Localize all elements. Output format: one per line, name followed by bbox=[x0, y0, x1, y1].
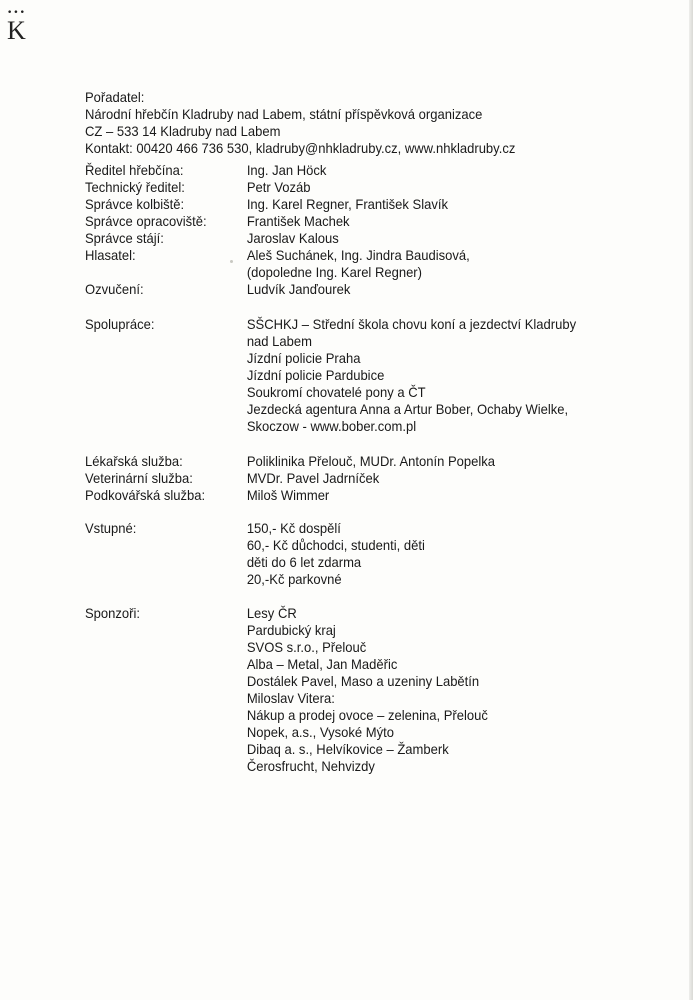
sponsor-item: Čerosfrucht, Nehvizdy bbox=[246, 758, 375, 774]
service-label: Lékařská služba: bbox=[85, 453, 183, 469]
logo-letter: K bbox=[7, 16, 26, 45]
cooperation-line: Skoczow - www.bober.com.pl bbox=[246, 418, 417, 434]
cooperation-line: Soukromí chovatelé pony a ČT bbox=[246, 384, 426, 400]
admission-label: Vstupné: bbox=[85, 520, 137, 536]
service-value: Miloš Wimmer bbox=[246, 487, 330, 503]
sponsor-item: Alba – Metal, Jan Maděřic bbox=[246, 656, 398, 672]
staff-row-warmup-manager bbox=[85, 213, 606, 230]
staff-value: Ing. Karel Regner, František Slavík bbox=[246, 196, 449, 212]
sponsor-item: Pardubický kraj bbox=[246, 622, 336, 638]
service-label: Veterinární služba: bbox=[85, 470, 193, 486]
staff-row-technical-director bbox=[85, 179, 606, 196]
cooperation-line: SŠCHKJ – Střední škola chovu koní a jezdectví Kladruby bbox=[246, 316, 577, 332]
staff-row-director bbox=[85, 162, 606, 179]
services-section bbox=[85, 453, 606, 504]
staff-label: Ozvučení: bbox=[85, 281, 144, 297]
organizer-heading: Pořadatel: bbox=[85, 89, 145, 105]
sponsor-item: Nopek, a.s., Vysoké Mýto bbox=[246, 724, 394, 740]
staff-row-arena-manager bbox=[85, 196, 606, 213]
cooperation-line: Jízdní policie Pardubice bbox=[246, 367, 385, 383]
organizer-line: Kontakt: 00420 466 736 530, kladruby@nhkladruby.cz, www.nhkladruby.cz bbox=[85, 140, 516, 156]
cooperation-section bbox=[85, 316, 606, 435]
admission-section bbox=[85, 520, 606, 588]
sponsors-section bbox=[85, 605, 606, 775]
scan-edge bbox=[689, 0, 693, 1000]
service-row-medical bbox=[85, 453, 606, 470]
cooperation-row bbox=[85, 316, 606, 435]
organizer-line: Národní hřebčín Kladruby nad Labem, státní příspěvková organizace bbox=[85, 106, 483, 122]
organizer-section bbox=[85, 89, 606, 157]
cooperation-line: Jezdecká agentura Anna a Artur Bober, Ochaby Wielke, bbox=[246, 401, 569, 417]
admission-price: 60,- Kč důchodci, studenti, děti bbox=[246, 537, 425, 553]
staff-value: Jaroslav Kalous bbox=[246, 230, 339, 246]
admission-price: 150,- Kč dospělí bbox=[246, 520, 341, 536]
service-value: Poliklinika Přelouč, MUDr. Antonín Popelka bbox=[246, 453, 496, 469]
staff-value: (dopoledne Ing. Karel Regner) bbox=[246, 264, 422, 280]
staff-value: Ing. Jan Höck bbox=[246, 162, 327, 178]
staff-label: Správce kolbiště: bbox=[85, 196, 185, 212]
kladruby-logo bbox=[7, 9, 31, 51]
staff-row-sound bbox=[85, 281, 606, 298]
service-label: Podkovářská služba: bbox=[85, 487, 206, 503]
staff-value: Aleš Suchánek, Ing. Jindra Baudisová, bbox=[246, 247, 470, 263]
staff-label: Správce opracoviště: bbox=[85, 213, 207, 229]
cooperation-line: Jízdní policie Praha bbox=[246, 350, 361, 366]
staff-value: František Machek bbox=[246, 213, 350, 229]
staff-row-announcer bbox=[85, 247, 606, 281]
service-value: MVDr. Pavel Jadrníček bbox=[246, 470, 380, 486]
staff-section bbox=[85, 162, 606, 298]
admission-price: děti do 6 let zdarma bbox=[246, 554, 362, 570]
organizer-line: CZ – 533 14 Kladruby nad Labem bbox=[85, 123, 281, 139]
sponsor-item: SVOS s.r.o., Přelouč bbox=[246, 639, 367, 655]
service-row-veterinary bbox=[85, 470, 606, 487]
logo-crown-dots: ••• bbox=[7, 8, 26, 18]
sponsors-row bbox=[85, 605, 606, 775]
sponsor-item: Dostálek Pavel, Maso a uzeniny Labětín bbox=[246, 673, 480, 689]
service-row-farrier bbox=[85, 487, 606, 504]
cooperation-line: nad Labem bbox=[246, 333, 312, 349]
staff-label: Technický ředitel: bbox=[85, 179, 185, 195]
admission-row bbox=[85, 520, 606, 588]
admission-price: 20,-Kč parkovné bbox=[246, 571, 342, 587]
sponsor-item: Dibaq a. s., Helvíkovice – Žamberk bbox=[246, 741, 449, 757]
cooperation-label: Spolupráce: bbox=[85, 316, 155, 332]
staff-value: Ludvík Janďourek bbox=[246, 281, 351, 297]
staff-row-stable-manager bbox=[85, 230, 606, 247]
staff-label: Správce stájí: bbox=[85, 230, 164, 246]
sponsor-item: Miloslav Vitera: bbox=[246, 690, 335, 706]
staff-label: Ředitel hřebčína: bbox=[85, 162, 184, 178]
staff-value: Petr Vozáb bbox=[246, 179, 311, 195]
sponsor-item: Nákup a prodej ovoce – zelenina, Přelouč bbox=[246, 707, 488, 723]
sponsors-label: Sponzoři: bbox=[85, 605, 141, 621]
staff-label: Hlasatel: bbox=[85, 247, 136, 263]
sponsor-item: Lesy ČR bbox=[246, 605, 297, 621]
